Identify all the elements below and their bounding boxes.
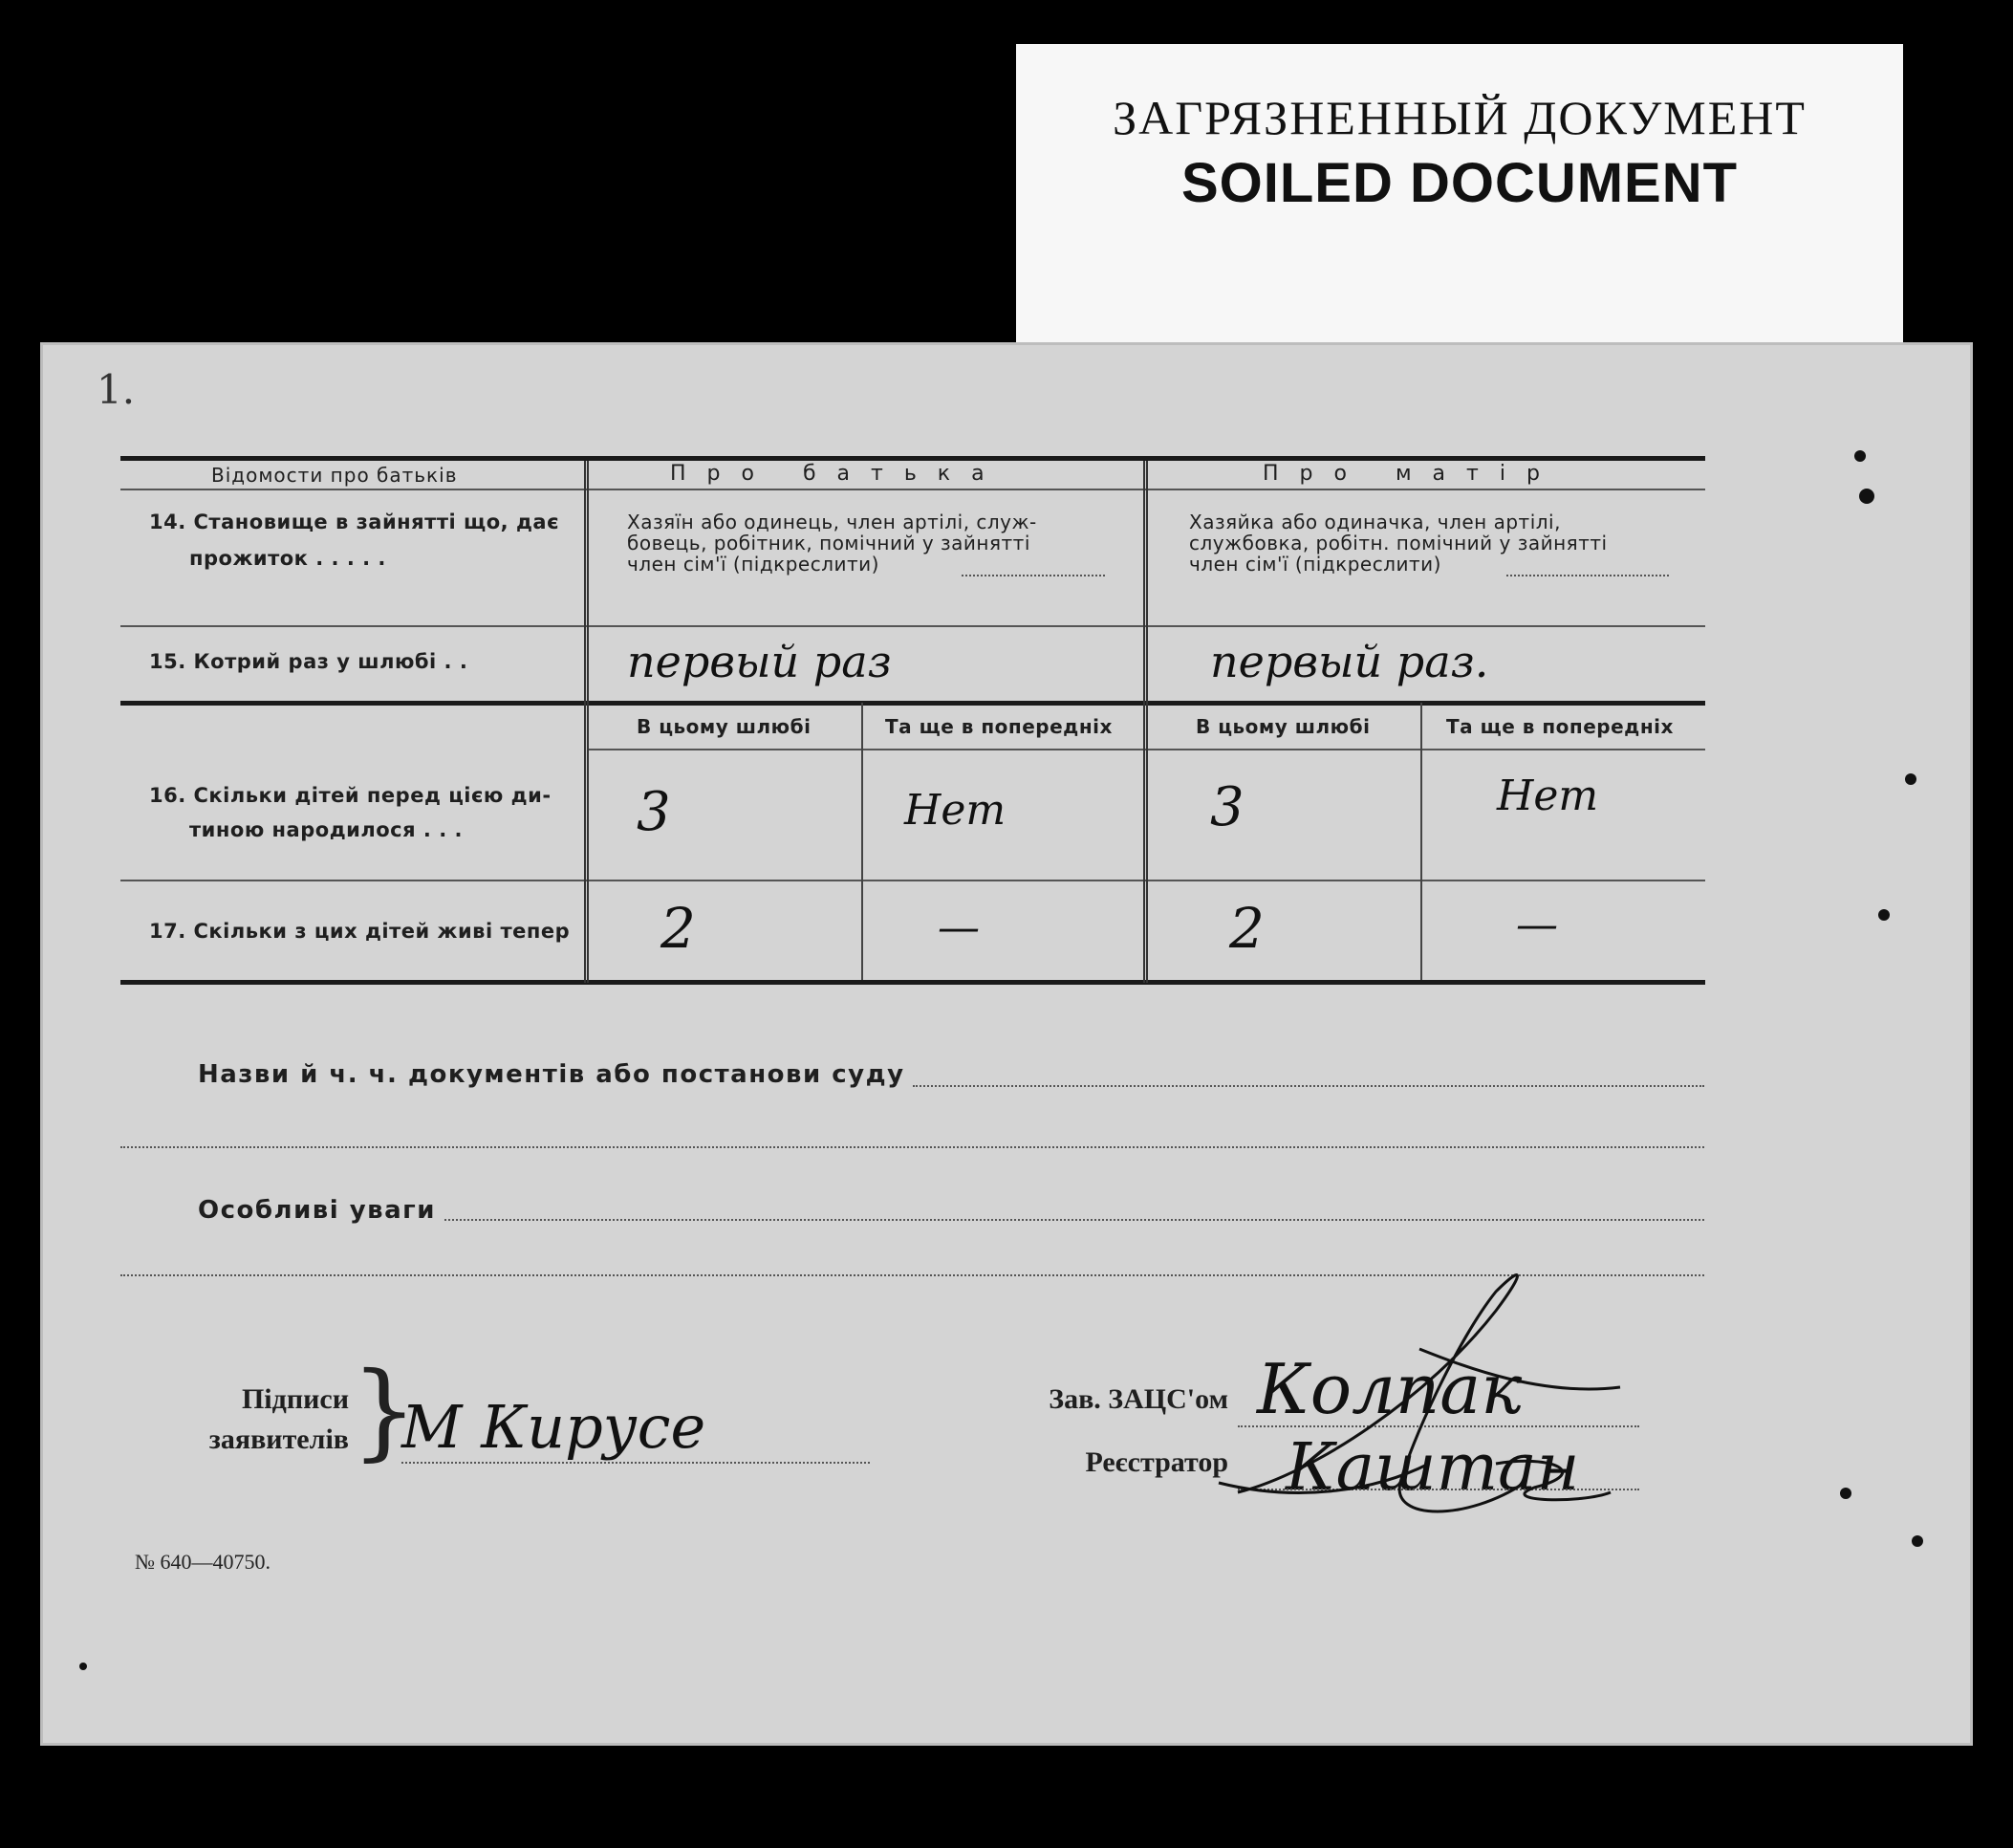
edge-mark bbox=[1840, 1488, 1851, 1499]
applicant-signature: М Кирусе bbox=[401, 1392, 706, 1462]
row14-father-opt-2: бовець, робітник, помічний у зайнятті bbox=[627, 532, 1030, 554]
row16-rule bbox=[120, 880, 1705, 881]
form-number: № 640—40750. bbox=[135, 1550, 271, 1574]
applicants-signature-label-1: Підписи bbox=[241, 1383, 349, 1415]
row17-father-this: 2 bbox=[660, 896, 696, 961]
table-bottom-rule bbox=[120, 980, 1705, 985]
row16-mother-this: 3 bbox=[1210, 776, 1245, 838]
applicants-brace: } bbox=[351, 1349, 418, 1471]
applicants-signature-label-2: заявителів bbox=[208, 1424, 349, 1455]
edge-mark bbox=[79, 1663, 87, 1670]
row14-mother-opt-2: службовка, робітн. помічний у зайнятті bbox=[1189, 532, 1608, 554]
col-divider-1 bbox=[584, 461, 589, 983]
header-rule bbox=[120, 489, 1705, 490]
row17-mother-this: 2 bbox=[1229, 896, 1265, 961]
soiled-label-english: SOILED DOCUMENT bbox=[1180, 152, 1739, 214]
row17-father-prev: — bbox=[938, 903, 980, 952]
row14-father-opt-1: Хазяїн або одинець, член артілі, служ- bbox=[627, 511, 1037, 533]
row15-mother-value: первый раз. bbox=[1210, 636, 1489, 687]
head-label: Зав. ЗАЦС'ом bbox=[1049, 1383, 1228, 1415]
row16-father-this: 3 bbox=[637, 781, 671, 843]
registrar-signature: Каштан bbox=[1286, 1430, 1580, 1506]
row14-rule bbox=[120, 625, 1705, 627]
col-divider-mother-sub bbox=[1420, 703, 1422, 980]
header-parents-info: Відомости про батьків bbox=[211, 464, 458, 487]
subheader-mother-previous: Та ще в попередніх bbox=[1446, 715, 1674, 738]
soiled-label-russian: ЗАГРЯЗНЕННЫЙ ДОКУМЕНТ bbox=[1113, 91, 1807, 144]
row16-label-line1: 16. Скільки дітей перед цією ди- bbox=[149, 784, 552, 807]
table-top-rule bbox=[120, 456, 1705, 461]
registrar-label: Реєстратор bbox=[1085, 1446, 1228, 1478]
row14-label-line2: прожиток . . . . . bbox=[189, 547, 386, 570]
head-signature: Колпак bbox=[1257, 1349, 1523, 1429]
applicant-signature-line bbox=[401, 1462, 870, 1464]
edge-mark bbox=[1878, 909, 1890, 921]
row14-father-dots bbox=[962, 575, 1105, 576]
documents-line-1 bbox=[913, 1085, 1704, 1087]
documents-line-2 bbox=[120, 1146, 1704, 1148]
row17-label: 17. Скільки з цих дітей живі тепер bbox=[149, 920, 571, 943]
remarks-label: Особливі уваги bbox=[198, 1196, 436, 1225]
row14-father-opt-3: член сім'ї (підкреслити) bbox=[627, 553, 879, 576]
subheader-father-previous: Та ще в попередніх bbox=[885, 715, 1113, 738]
row14-mother-dots bbox=[1506, 575, 1669, 576]
row16-label-line2: тиною народилося . . . bbox=[189, 818, 463, 841]
header-father: Про батька bbox=[670, 462, 1006, 486]
edge-mark bbox=[1912, 1535, 1923, 1547]
col-divider-father-sub bbox=[861, 703, 863, 980]
edge-mark bbox=[1905, 773, 1916, 785]
signature-flourish bbox=[1180, 1253, 1716, 1569]
row15-rule bbox=[120, 701, 1705, 706]
subheader-mother-this: В цьому шлюбі bbox=[1196, 715, 1371, 738]
row14-label-line1: 14. Становище в зайнятті що, дає bbox=[149, 511, 560, 533]
row15-label: 15. Котрий раз у шлюбі . . bbox=[149, 650, 468, 673]
row16-father-prev: Нет bbox=[904, 786, 1006, 835]
registration-form-card bbox=[40, 342, 1973, 1746]
documents-label: Назви й ч. ч. документів або постанови суду bbox=[198, 1060, 905, 1089]
edge-mark bbox=[1854, 450, 1866, 462]
col-divider-2 bbox=[1143, 461, 1148, 983]
edge-mark bbox=[1859, 489, 1874, 504]
row14-mother-opt-3: член сім'ї (підкреслити) bbox=[1189, 553, 1441, 576]
row17-mother-prev: — bbox=[1516, 901, 1558, 949]
row15-father-value: первый раз bbox=[627, 636, 892, 687]
header-mother: Про матір bbox=[1263, 462, 1561, 486]
row16-mother-prev: Нет bbox=[1497, 772, 1599, 820]
row14-mother-opt-1: Хазяйка або одиначка, член артілі, bbox=[1189, 511, 1561, 533]
soiled-document-label bbox=[1016, 44, 1903, 348]
corner-mark: 1. bbox=[97, 366, 136, 413]
subheader-father-this: В цьому шлюбі bbox=[637, 715, 812, 738]
remarks-line-1 bbox=[444, 1219, 1704, 1221]
